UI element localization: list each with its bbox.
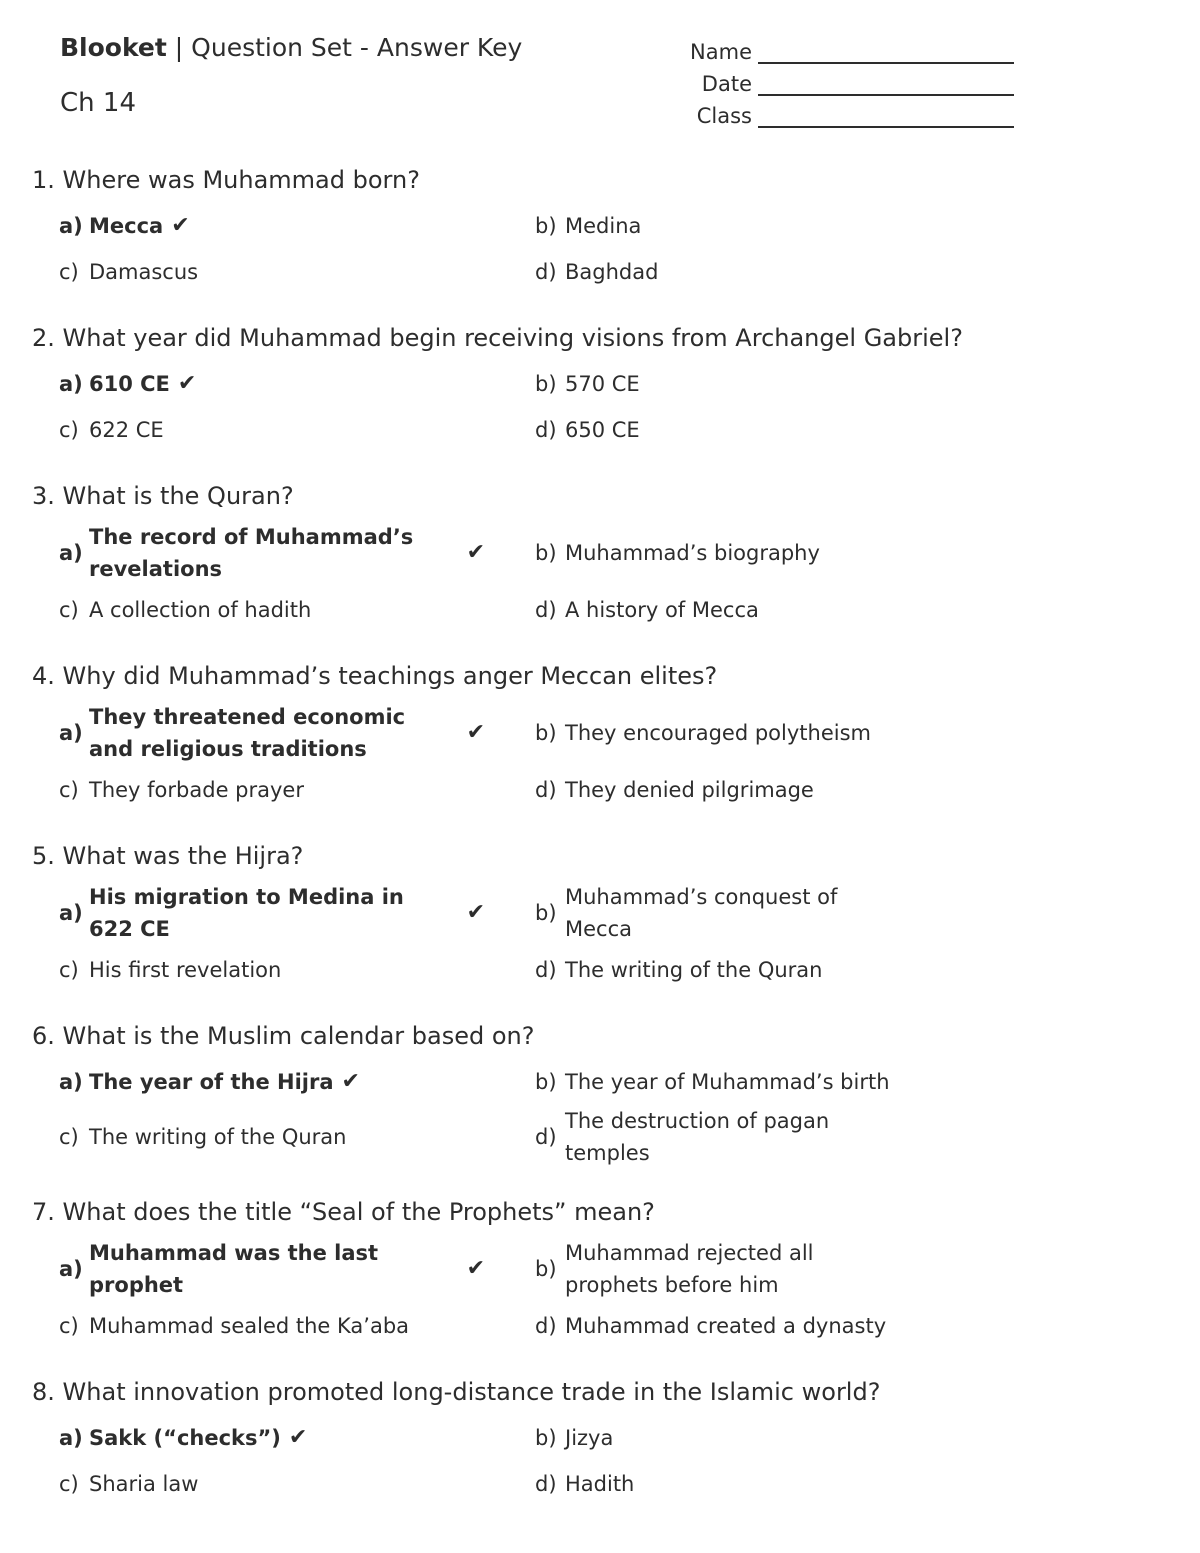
answer-option [535, 1303, 1011, 1349]
question-number: 5. [32, 842, 55, 870]
answer-text: His migration to Medina in 622 CE [89, 885, 404, 941]
question-prompt: What does the title “Seal of the Prophets” mean? [62, 1198, 655, 1226]
answer-options [59, 1235, 1172, 1349]
question-text [32, 479, 1172, 513]
date-line [758, 72, 1014, 96]
answer-text: Muhammad’s biography [565, 541, 820, 565]
answer-text: The destruction of pagan temples [565, 1109, 830, 1165]
answer-option [535, 249, 1011, 295]
class-label: Class [696, 104, 752, 128]
date-field [680, 64, 1014, 96]
answer-option [535, 361, 1011, 407]
answer-text: Jizya [565, 1426, 614, 1450]
answer-text: Medina [565, 214, 642, 238]
date-label: Date [701, 72, 752, 96]
answer-text: They encouraged polytheism [565, 721, 871, 745]
question-text [32, 163, 1172, 197]
answer-options [59, 1415, 1172, 1507]
answer-letter: c) [59, 778, 79, 802]
answer-options [59, 879, 1172, 993]
answer-text: Muhammad rejected all prophets before him [565, 1241, 814, 1297]
answer-letter: b) [535, 721, 557, 745]
answer-option [535, 407, 1011, 453]
answer-text: Sakk (“checks”) [89, 1426, 281, 1450]
question-number: 3. [32, 482, 55, 510]
answer-option [535, 519, 1011, 587]
answer-option [535, 1059, 1011, 1105]
answer-letter: d) [535, 1314, 557, 1338]
page-title [60, 30, 522, 66]
answer-letter: a) [59, 372, 83, 396]
answer-letter: c) [59, 958, 79, 982]
answer-option-correct [59, 1415, 535, 1461]
answer-letter: a) [59, 721, 83, 745]
question-spacer [32, 1169, 1172, 1195]
question-item [32, 479, 1172, 633]
answer-letter: d) [535, 778, 557, 802]
question-prompt: What is the Quran? [62, 482, 294, 510]
answer-option [59, 587, 535, 633]
answer-option [535, 699, 1011, 767]
question-item [32, 1195, 1172, 1349]
answer-text: They forbade prayer [89, 778, 304, 802]
checkmark-icon: ✔ [466, 1256, 485, 1281]
answer-letter: a) [59, 541, 83, 565]
question-item [32, 1375, 1172, 1507]
answer-text: 650 CE [565, 418, 640, 442]
question-prompt: What is the Muslim calendar based on? [62, 1022, 535, 1050]
answer-text: Muhammad created a dynasty [565, 1314, 887, 1338]
question-number: 1. [32, 166, 55, 194]
question-number: 8. [32, 1378, 55, 1406]
answer-option [59, 947, 535, 993]
answer-text: His first revelation [89, 958, 282, 982]
chapter-label: Ch 14 [60, 88, 136, 118]
answer-letter: a) [59, 1257, 83, 1281]
answer-option [535, 1461, 1011, 1507]
answer-text: The writing of the Quran [565, 958, 823, 982]
answer-text: 570 CE [565, 372, 640, 396]
answer-option [535, 879, 1011, 947]
answer-option [535, 767, 1011, 813]
name-label: Name [690, 40, 752, 64]
answer-option [535, 203, 1011, 249]
answer-options [59, 519, 1172, 633]
answer-text: Muhammad was the last prophet [89, 1241, 379, 1297]
question-number: 4. [32, 662, 55, 690]
answer-text: Mecca [89, 214, 164, 238]
question-prompt: Why did Muhammad’s teachings anger Meccan elites? [62, 662, 718, 690]
answer-option-correct [59, 879, 535, 947]
answer-option [59, 249, 535, 295]
question-item [32, 321, 1172, 453]
answer-option-correct [59, 203, 535, 249]
answer-text: Damascus [89, 260, 199, 284]
question-text [32, 321, 1172, 355]
answer-text: Sharia law [89, 1472, 199, 1496]
answer-letter: b) [535, 372, 557, 396]
answer-option-correct [59, 699, 535, 767]
answer-letter: a) [59, 1426, 83, 1450]
question-item [32, 839, 1172, 993]
answer-letter: c) [59, 418, 79, 442]
answer-option [535, 1105, 1011, 1169]
question-text [32, 1375, 1172, 1409]
answer-text: The writing of the Quran [89, 1125, 347, 1149]
checkmark-icon: ✔ [341, 1069, 360, 1094]
question-text [32, 1195, 1172, 1229]
answer-letter: a) [59, 214, 83, 238]
answer-text: Hadith [565, 1472, 635, 1496]
answer-option-correct [59, 1059, 535, 1105]
answer-letter: b) [535, 214, 557, 238]
answer-option-correct [59, 1235, 535, 1303]
answer-text: 622 CE [89, 418, 164, 442]
class-line [758, 104, 1014, 128]
question-prompt: Where was Muhammad born? [62, 166, 420, 194]
worksheet-header [60, 30, 522, 118]
question-text [32, 1019, 1172, 1053]
question-item [32, 163, 1172, 295]
answer-text: A history of Mecca [565, 598, 759, 622]
checkmark-icon: ✔ [466, 540, 485, 565]
answer-text: 610 CE [89, 372, 170, 396]
answer-option [59, 1105, 535, 1169]
question-spacer [32, 1349, 1172, 1375]
answer-option [59, 407, 535, 453]
answer-option [535, 1415, 1011, 1461]
answer-letter: b) [535, 1426, 557, 1450]
brand-name: Blooket [60, 33, 167, 62]
answer-text: They denied pilgrimage [565, 778, 814, 802]
answer-text: A collection of hadith [89, 598, 312, 622]
answer-option [535, 587, 1011, 633]
answer-letter: b) [535, 901, 557, 925]
question-prompt: What innovation promoted long-distance trade in the Islamic world? [62, 1378, 881, 1406]
answer-letter: c) [59, 1472, 79, 1496]
answer-option [59, 1461, 535, 1507]
answer-text: Baghdad [565, 260, 659, 284]
question-spacer [32, 993, 1172, 1019]
question-prompt: What was the Hijra? [62, 842, 304, 870]
answer-letter: d) [535, 260, 557, 284]
answer-options [59, 699, 1172, 813]
question-spacer [32, 295, 1172, 321]
checkmark-icon: ✔ [466, 900, 485, 925]
answer-text: Muhammad sealed the Ka’aba [89, 1314, 410, 1338]
question-spacer [32, 453, 1172, 479]
answer-option [59, 767, 535, 813]
title-text: Question Set - Answer Key [191, 33, 523, 62]
answer-text: The year of Muhammad’s birth [565, 1070, 890, 1094]
answer-letter: a) [59, 1070, 83, 1094]
question-spacer [32, 633, 1172, 659]
answer-letter: a) [59, 901, 83, 925]
answer-letter: b) [535, 1070, 557, 1094]
student-info-fields [680, 32, 1014, 128]
answer-letter: c) [59, 598, 79, 622]
answer-options [59, 1059, 1172, 1169]
class-field [680, 96, 1014, 128]
answer-option-correct [59, 519, 535, 587]
question-prompt: What year did Muhammad begin receiving visions from Archangel Gabriel? [62, 324, 963, 352]
question-text [32, 659, 1172, 693]
answer-letter: d) [535, 1125, 557, 1149]
answer-text: The record of Muhammad’s revelations [89, 525, 414, 581]
name-line [758, 40, 1014, 64]
answer-letter: b) [535, 1257, 557, 1281]
answer-option [59, 1303, 535, 1349]
answer-text: The year of the Hijra [89, 1070, 334, 1094]
question-item [32, 1019, 1172, 1169]
checkmark-icon: ✔ [171, 213, 190, 238]
answer-letter: d) [535, 418, 557, 442]
question-number: 2. [32, 324, 55, 352]
answer-letter: c) [59, 1125, 79, 1149]
answer-text: Muhammad’s conquest of Mecca [565, 885, 838, 941]
checkmark-icon: ✔ [466, 720, 485, 745]
answer-letter: d) [535, 958, 557, 982]
answer-options [59, 203, 1172, 295]
checkmark-icon: ✔ [177, 371, 197, 396]
checkmark-icon: ✔ [288, 1425, 308, 1450]
answer-letter: c) [59, 1314, 79, 1338]
answer-text: They threatened economic and religious traditions [89, 705, 406, 761]
title-separator: | [166, 33, 192, 62]
name-field [680, 32, 1014, 64]
answer-letter: c) [59, 260, 79, 284]
answer-letter: d) [535, 1472, 557, 1496]
question-spacer [32, 813, 1172, 839]
question-text [32, 839, 1172, 873]
question-item [32, 659, 1172, 813]
answer-options [59, 361, 1172, 453]
answer-option-correct [59, 361, 535, 407]
question-list [32, 163, 1172, 1507]
answer-letter: b) [535, 541, 557, 565]
answer-option [535, 947, 1011, 993]
answer-option [535, 1235, 1011, 1303]
answer-letter: d) [535, 598, 557, 622]
question-number: 6. [32, 1022, 55, 1050]
question-number: 7. [32, 1198, 55, 1226]
